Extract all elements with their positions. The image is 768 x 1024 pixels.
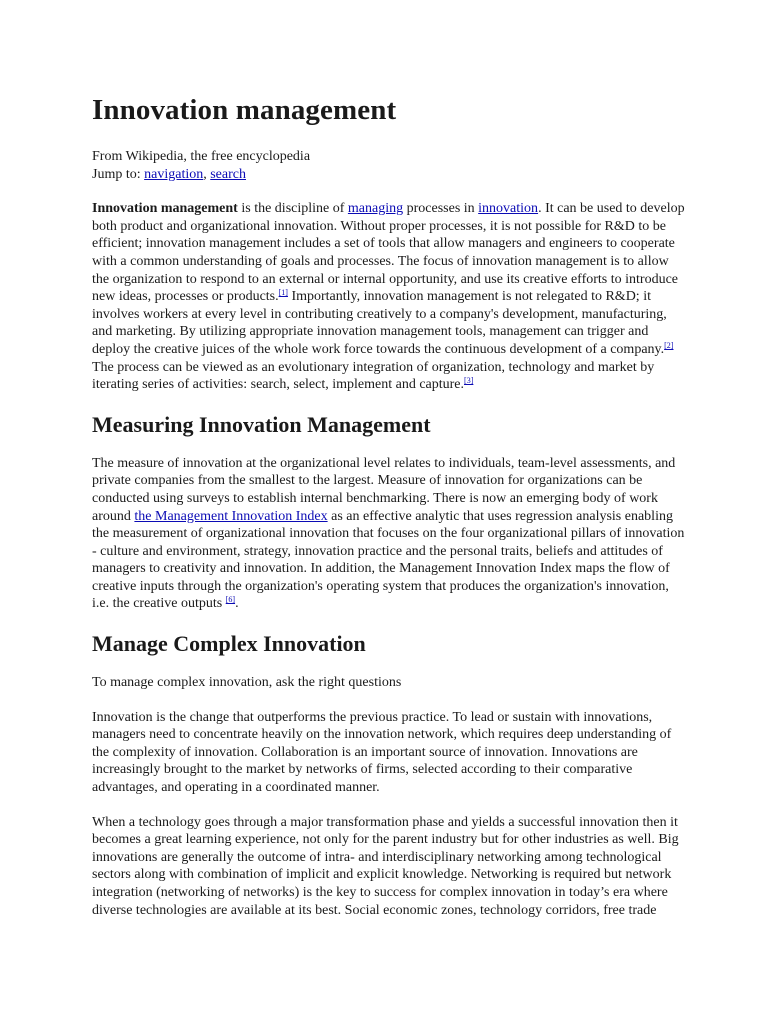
intro-text: Importantly, innovation management is not relegated to R&D; it involves workers at every level in contributing creatively to a company's development, manufacturing, and marketing. By utilizing appropriate innovation management tools, management can trigger and deploy the creative juices of the whole work force towards the continuous development of a company.: [92, 289, 667, 357]
manage-paragraph-2: Innovation is the change that outperforms the previous practice. To lead or sustain with innovations, managers need to concentrate heavily on the innovation network, which requires deep understanding of the complexity of innovation. Collaboration is an important source of innovation. Innovations are increasingly brought to the market by networks of firms, selected according to their comparative advantages, and operating in a coordinated manner.: [92, 709, 672, 796]
intro-paragraph: [92, 200, 688, 394]
measuring-paragraph: [92, 455, 688, 613]
innovation-link[interactable]: innovation: [478, 201, 539, 217]
article-meta: [92, 148, 688, 183]
navigation-link[interactable]: navigation: [144, 166, 204, 182]
management-innovation-index-link[interactable]: the Management Innovation Index: [134, 508, 328, 524]
intro-text: The process can be viewed as an evolutionary integration of organization, technology and market by iterating series of activities: search, select, implement and capture.: [92, 359, 655, 393]
citation-1: [279, 288, 288, 297]
citation-2-link[interactable]: [2]: [664, 340, 674, 350]
jump-prefix: Jump to:: [92, 166, 145, 182]
jump-separator: ,: [203, 166, 211, 182]
citation-6-link[interactable]: [6]: [225, 595, 236, 605]
citation-1-link[interactable]: [1]: [278, 288, 288, 298]
citation-3-link[interactable]: [3]: [464, 376, 474, 386]
measuring-text: The measure of innovation at the organizational level relates to individuals, team-level assessments, and private companies from the smallest to the largest. Measure of innovation for organizations can be conducted using surveys to establish internal benchmarking. There is now an emerging body of work around: [92, 455, 676, 524]
intro-bold-term: Innovation management: [92, 201, 238, 217]
citation-2: [664, 341, 673, 350]
intro-text: . It can be used to develop both product and organizational innovation. Without proper processes, it is not possible for R&D to be efficient; innovation management includes a set of tools that allow managers and engineers to cooperate with a common understanding of goals and processes. The focus of innovation management is to allow the organization to respond to an external or internal opportunity, and use its creative efforts to introduce new ideas, processes or products.: [92, 201, 685, 305]
measuring-text: .: [235, 596, 239, 612]
citation-3: [464, 376, 473, 385]
tagline: From Wikipedia, the free encyclopedia: [92, 149, 311, 164]
measuring-text: as an effective analytic that uses regression analysis enabling the measurement of organizational innovation that focuses on the four organizational pillars of innovation - culture and environment, strategy, innovation practice and the personal traits, beliefs and attitudes of managers to creativity and innovation. In addition, the Management Innovation Index maps the flow of creative inputs through the organization's operating system that produces the organization's innovation, i.e. the creative outputs: [92, 508, 685, 612]
managing-link[interactable]: managing: [347, 201, 404, 217]
intro-text: processes in: [403, 201, 479, 217]
article: [92, 92, 688, 936]
section-heading-manage: Manage Complex Innovation: [92, 631, 366, 657]
jump-links: [92, 166, 688, 184]
intro-text: is the discipline of: [237, 201, 348, 217]
page-title: Innovation management: [92, 94, 397, 126]
citation-6: [226, 595, 235, 604]
manage-paragraph-1: To manage complex innovation, ask the right questions: [92, 675, 402, 691]
manage-paragraph-3: When a technology goes through a major transformation phase and yields a successful innovation then it becomes a great learning experience, not only for the parent industry but for other industries as well. Big innovations are generally the outcome of intra- and interdisciplinary networking among technological sectors along with combination of implicit and explicit knowledge. Networking is required but network integration (networking of networks) is the key to success for complex innovation in today’s era where diverse technologies are available at its best. Social economic zones, technology corridors, free trade: [92, 814, 679, 918]
section-heading-measuring: Measuring Innovation Management: [92, 411, 431, 437]
search-link[interactable]: search: [210, 166, 246, 182]
